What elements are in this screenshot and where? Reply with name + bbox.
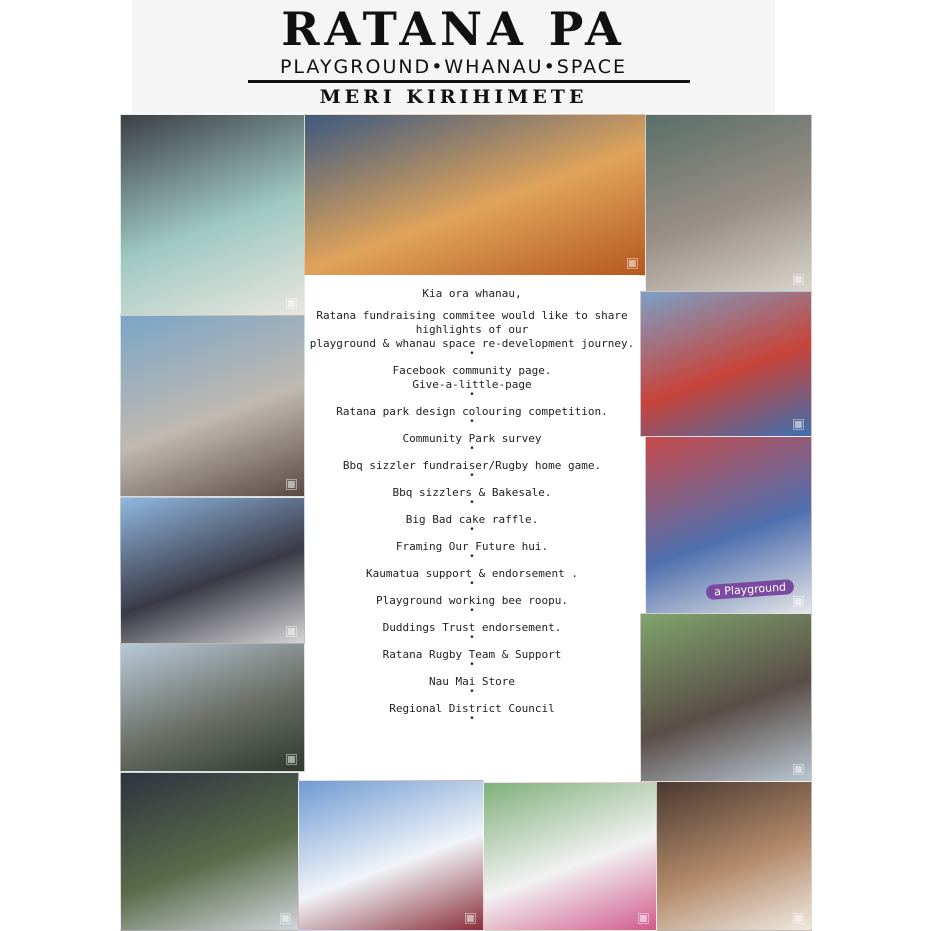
highlight-item: Facebook community page. [392,364,552,377]
bullet-dot: • [469,714,475,724]
photo-icon: ▣ [284,476,298,492]
photo-students-uniform [120,497,305,644]
poster-title: RATANA PA [281,2,626,56]
photo-woman-colouring [645,114,812,292]
photo-icon: ▣ [791,593,805,609]
bullet-dot: • [469,471,475,481]
playground-sticker: a Playground [706,579,795,600]
photo-icon: ▣ [791,761,805,777]
photo-icon: ▣ [791,910,805,926]
poster-subtitle: PLAYGROUND•WHANAU•SPACE [279,56,628,78]
bullet-dot: • [469,417,475,427]
poster-tagline: MERI KIRIHIMETE [319,86,588,108]
highlight-item: Framing Our Future hui. [395,540,549,553]
photo-rugby-team [298,780,484,931]
photo-stall-table [645,436,812,614]
photo-icon: ▣ [284,623,298,639]
highlight-item: Big Bad cake raffle. [405,513,539,526]
intro-line: highlights of our [415,323,529,336]
bullet-dot: • [469,349,475,359]
intro-line: playground & whanau space re-development journey. [309,337,635,350]
bullet-dot: • [469,579,475,589]
highlight-item: Kaumatua support & endorsement . [366,567,578,580]
photo-icon: ▣ [463,910,477,926]
title-divider [248,80,690,83]
photo-icon: ▣ [625,255,639,271]
photo-icon: ▣ [791,271,805,287]
highlights-panel [305,275,639,780]
photo-group-kaumatua [120,315,305,497]
bullet-dot: • [469,606,475,616]
highlight-item: Duddings Trust endorsement. [382,621,562,634]
photo-icon: ▣ [636,910,650,926]
photo-icon: ▣ [278,910,292,926]
photo-children-waving [640,291,812,437]
highlight-item: Ratana park design colouring competition. [336,405,608,418]
highlight-item: Playground working bee roopu. [375,594,569,607]
photo-kuia-with-plans [120,114,305,316]
highlight-item: Nau Mai Store [428,675,516,688]
greeting-text: Kia ora whanau, [422,287,522,300]
photo-woman-arms-up [640,613,812,782]
photo-child-colouring [656,781,812,931]
intro-line: Ratana fundraising commitee would like to share [316,309,628,322]
poster-header [132,0,775,113]
bullet-dot: • [469,660,475,670]
bullet-dot: • [469,552,475,562]
bullet-dot: • [469,444,475,454]
photo-icon: ▣ [791,416,805,432]
photo-icon: ▣ [284,295,298,311]
highlight-item: Ratana Rugby Team & Support [382,648,562,661]
bullet-dot: • [469,498,475,508]
highlight-item: Community Park survey [402,432,542,445]
photo-bbq-stall [120,772,299,931]
bullet-dot: • [469,633,475,643]
highlight-item: Bbq sizzler fundraiser/Rugby home game. [342,459,602,472]
highlight-item: Give-a-little-page [412,378,532,391]
highlights-list [305,358,639,723]
photo-team-field [120,643,305,772]
highlight-item: Regional District Council [389,702,555,715]
highlights-text [305,287,639,723]
photo-icon: ▣ [284,751,298,767]
bullet-dot: • [469,687,475,697]
highlight-item: Bbq sizzlers & Bakesale. [392,486,552,499]
bullet-dot: • [469,525,475,535]
bullet-dot: • [469,390,475,400]
photo-kids-drawing [483,782,657,931]
photo-church-night [304,114,646,276]
